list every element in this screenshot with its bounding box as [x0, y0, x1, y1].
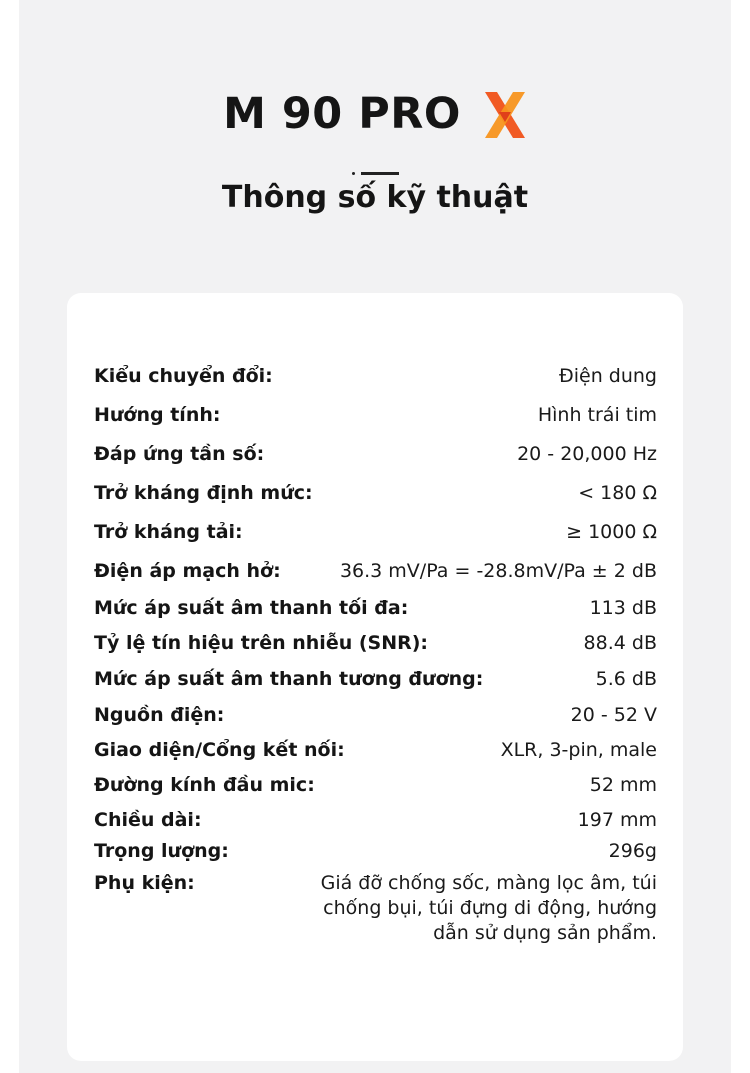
- spec-value: < 180 Ω: [578, 482, 657, 504]
- spec-row: [94, 871, 657, 946]
- spec-row: [94, 808, 657, 839]
- spec-value: 36.3 mV/Pa = -28.8mV/Pa ± 2 dB: [339, 560, 657, 582]
- spec-label: Tỷ lệ tín hiệu trên nhiễu (SNR):: [94, 632, 429, 654]
- spec-label: Kiểu chuyển đổi:: [94, 365, 273, 387]
- spec-value: 296g: [608, 840, 657, 862]
- spec-row: [94, 596, 657, 631]
- spec-value: 52 mm: [589, 774, 657, 796]
- spec-value: Điện dung: [559, 365, 657, 387]
- spec-label: Trở kháng định mức:: [94, 482, 313, 504]
- spec-label: Phụ kiện:: [94, 872, 195, 894]
- spec-row: [94, 703, 657, 738]
- spec-row: [94, 631, 657, 667]
- spec-row: [94, 738, 657, 773]
- spec-label: Giao diện/Cổng kết nối:: [94, 739, 345, 761]
- spec-value: 197 mm: [577, 809, 657, 831]
- brand-x-logo: [483, 90, 527, 140]
- divider-bar: [361, 172, 399, 175]
- spec-value: Hình trái tim: [537, 404, 657, 426]
- spec-label: Đường kính đầu mic:: [94, 774, 315, 796]
- spec-row: [94, 403, 657, 442]
- spec-row: [94, 667, 657, 703]
- spec-row: [94, 773, 657, 808]
- spec-value: 88.4 dB: [583, 632, 657, 654]
- spec-label: Trọng lượng:: [94, 840, 229, 862]
- spec-label: Trở kháng tải:: [94, 521, 243, 543]
- spec-row: [94, 481, 657, 520]
- spec-value: 20 - 20,000 Hz: [517, 443, 657, 465]
- spec-value: Giá đỡ chống sốc, màng lọc âm, túi chống bụi, túi đựng di động, hướng dẫn sử dụng sản phẩm.: [320, 872, 657, 944]
- section-title: Thông số kỹ thuật: [221, 180, 529, 215]
- title-divider: [0, 171, 750, 175]
- spec-row: [94, 839, 657, 871]
- product-name: M 90 PRO: [223, 89, 461, 139]
- spec-label: Hướng tính:: [94, 404, 221, 426]
- spec-label: Điện áp mạch hở:: [94, 560, 281, 582]
- spec-label: Mức áp suất âm thanh tối đa:: [94, 597, 409, 619]
- spec-value: XLR, 3-pin, male: [500, 739, 657, 761]
- spec-row: [94, 442, 657, 481]
- spec-row: [94, 520, 657, 559]
- spec-row: [94, 364, 657, 403]
- spec-label: Nguồn điện:: [94, 704, 225, 726]
- spec-label: Đáp ứng tần số:: [94, 443, 265, 465]
- spec-row: [94, 559, 657, 596]
- specs-table: [94, 364, 657, 946]
- spec-value: ≥ 1000 Ω: [566, 521, 657, 543]
- product-header: [0, 82, 750, 146]
- spec-label: Mức áp suất âm thanh tương đương:: [94, 668, 484, 690]
- spec-value: 5.6 dB: [595, 668, 657, 690]
- spec-value: 20 - 52 V: [570, 704, 657, 726]
- spec-label: Chiều dài:: [94, 809, 202, 831]
- spec-value: 113 dB: [589, 597, 657, 619]
- divider-dot: [352, 172, 355, 175]
